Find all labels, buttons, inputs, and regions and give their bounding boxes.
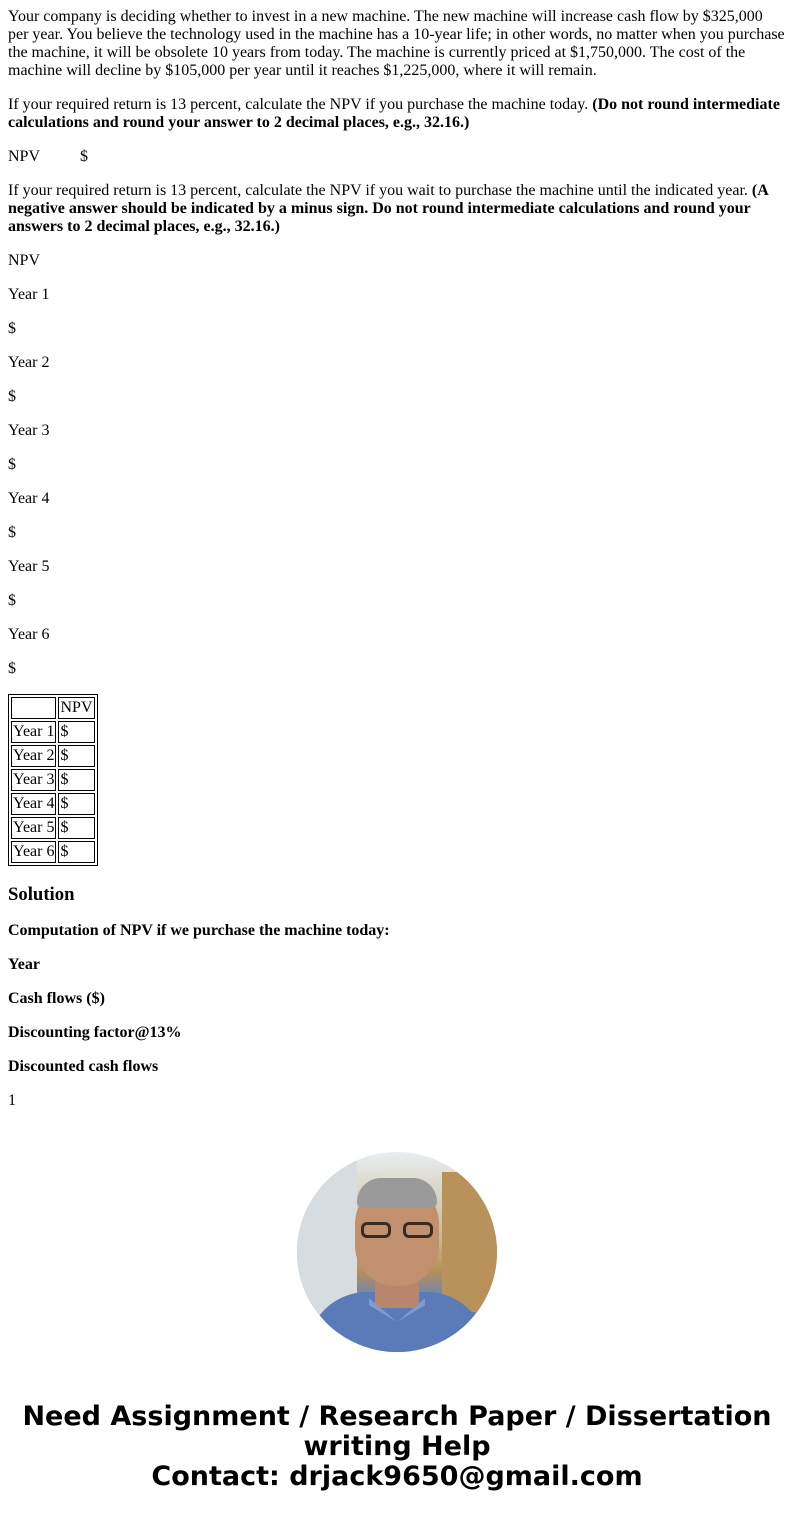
- question-intro: Your company is deciding whether to invest in a new machine. The new machine will increase cash flow by $325,000 per year. You believe the technology used in the machine has a 10-year life; in other words, no matter when you purchase the machine, it will be obsolete 10 years from today. The machine is currently priced at $1,750,000. The cost of the machine will decline by $105,000 per year until it reaches $1,225,000, where it will remain.: [8, 8, 785, 79]
- table-value-cell: $: [58, 721, 94, 743]
- promo-banner: [0, 1140, 794, 1492]
- table-value-cell: $: [58, 793, 94, 815]
- table-year-cell: Year 6: [11, 841, 56, 863]
- part2-instruction: (A negative answer should be indicated by a minus sign. Do not round intermediate calculations and round your answers to 2 decimal places, e.g., 32.16.): [8, 182, 768, 235]
- part1-text: If your required return is 13 percent, calculate the NPV if you purchase the machine today.: [8, 96, 589, 113]
- npv-answer-table: [8, 694, 98, 866]
- year-currency: $: [8, 320, 16, 337]
- table-row: [11, 769, 95, 791]
- table-row: [11, 745, 95, 767]
- year-label: Year 4: [8, 490, 50, 507]
- promo-text: [0, 1402, 794, 1492]
- table-value-cell: $: [58, 817, 94, 839]
- table-corner-cell: [11, 697, 56, 719]
- col-discounted-label: Discounted cash flows: [8, 1058, 159, 1075]
- year-label: Year 6: [8, 626, 50, 643]
- table-year-cell: Year 3: [11, 769, 56, 791]
- promo-line-1: Need Assignment / Research Paper / Dissertation: [22, 1401, 772, 1432]
- solution-body: [8, 922, 786, 1110]
- part2-question: [8, 182, 786, 236]
- table-row: [11, 721, 95, 743]
- promo-line-2: writing Help: [303, 1431, 491, 1462]
- author-avatar: [297, 1152, 497, 1352]
- table-row: [11, 817, 95, 839]
- npv-currency: $: [80, 148, 88, 165]
- table-header-npv: NPV: [58, 697, 94, 719]
- table-value-cell: $: [58, 841, 94, 863]
- solution-heading: Solution: [8, 884, 75, 905]
- col-year-label: Year: [8, 956, 40, 973]
- table-row: [11, 793, 95, 815]
- year-label: Year 2: [8, 354, 50, 371]
- npv-label: NPV: [8, 148, 41, 165]
- year-list: [8, 252, 786, 678]
- year-currency: $: [8, 660, 16, 677]
- part1-question: [8, 96, 786, 132]
- year-label: Year 3: [8, 422, 50, 439]
- table-header-row: [11, 697, 95, 719]
- table-year-cell: Year 5: [11, 817, 56, 839]
- year-label: Year 1: [8, 286, 50, 303]
- table-value-cell: $: [58, 769, 94, 791]
- year-currency: $: [8, 456, 16, 473]
- table-year-cell: Year 1: [11, 721, 56, 743]
- table-row: [11, 841, 95, 863]
- part1-instruction: (Do not round intermediate calculations and round your answer to 2 decimal places, e.g., 32.16.): [8, 96, 780, 131]
- table-year-cell: Year 4: [11, 793, 56, 815]
- computation-title: Computation of NPV if we purchase the machine today:: [8, 922, 390, 939]
- promo-contact: Contact: drjack9650@gmail.com: [151, 1461, 643, 1492]
- year-currency: $: [8, 524, 16, 541]
- document-body: [8, 8, 786, 1126]
- table-year-cell: Year 2: [11, 745, 56, 767]
- year-currency: $: [8, 592, 16, 609]
- table-value-cell: $: [58, 745, 94, 767]
- npv-today-line: [8, 148, 786, 166]
- col-cash-flows-label: Cash flows ($): [8, 990, 105, 1007]
- first-year-value: 1: [8, 1092, 16, 1109]
- year-label: Year 5: [8, 558, 50, 575]
- col-discount-factor-label: Discounting factor@13%: [8, 1024, 182, 1041]
- npv-heading: NPV: [8, 252, 41, 269]
- part2-text: If your required return is 13 percent, calculate the NPV if you wait to purchase the machine until the indicated year.: [8, 182, 748, 199]
- year-currency: $: [8, 388, 16, 405]
